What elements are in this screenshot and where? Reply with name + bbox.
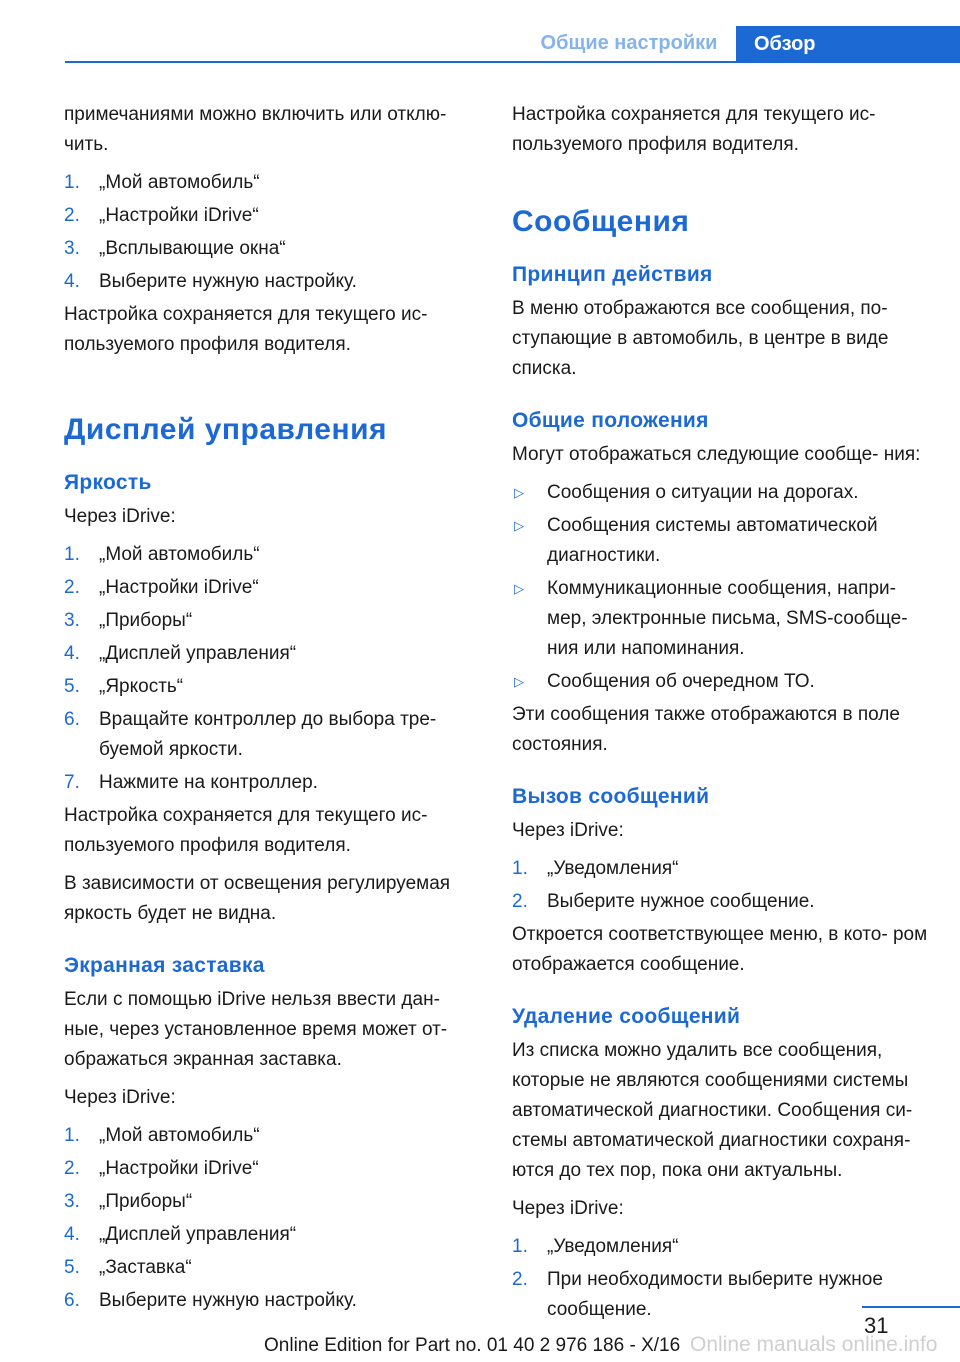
- step-number: 6.: [64, 1290, 80, 1311]
- step-number: 5.: [64, 676, 80, 697]
- step-number: 7.: [64, 772, 80, 793]
- list-item: 1. „Мой автомобиль“: [64, 540, 472, 570]
- step-number: 2.: [512, 1269, 528, 1290]
- list-item: 4. Выберите нужную настройку.: [64, 267, 472, 297]
- step-number: 1.: [64, 1125, 80, 1146]
- subheading-brightness: Яркость: [64, 471, 152, 494]
- header-section-title: Общие настройки: [540, 32, 718, 54]
- call-steps-list: [512, 854, 928, 917]
- header-tab-overview: Обзор: [736, 26, 960, 62]
- subheading-screensaver: Экранная заставка: [64, 954, 265, 977]
- right-column: [512, 100, 928, 1328]
- list-item: 1. „Мой автомобиль“: [64, 1121, 472, 1151]
- list-item: 6. Вращайте контроллер до выбора тре‐ буемой яркости.: [64, 705, 472, 765]
- list-item: ▷ Коммуникационные сообщения, напри‐ мер, электронные письма, SMS-сообще‐ ния или напоминания.: [512, 574, 928, 664]
- step-number: 1.: [64, 544, 80, 565]
- step-number: 4.: [64, 1224, 80, 1245]
- header-rule: [65, 61, 960, 63]
- list-item: 4. „Дисплей управления“: [64, 1220, 472, 1250]
- subheading-delete-messages: Удаление сообщений: [512, 1005, 741, 1028]
- section-heading-messages: Сообщения: [512, 205, 690, 238]
- left-column: [64, 100, 472, 1319]
- list-item: 3. „Всплывающие окна“: [64, 234, 472, 264]
- popup-steps-list: [64, 168, 472, 297]
- subheading-principle: Принцип действия: [512, 263, 713, 286]
- screensaver-steps-list: [64, 1121, 472, 1316]
- list-item: 4. „Дисплей управления“: [64, 639, 472, 669]
- step-number: 1.: [64, 172, 80, 193]
- triangle-right-icon: ▷: [514, 674, 524, 689]
- list-item: 5. „Яркость“: [64, 672, 472, 702]
- subheading-call-messages: Вызов сообщений: [512, 785, 710, 808]
- triangle-right-icon: ▷: [514, 485, 524, 500]
- brightness-steps-list: [64, 540, 472, 798]
- intro-text: примечаниями можно включить или отклю‐ чить.: [64, 104, 447, 155]
- list-item: 1. „Уведомления“: [512, 1232, 928, 1262]
- screensaver-text: Если с помощью iDrive нельзя ввести дан‐ ные, через установленное время может от‐ ображаться экранная заставка.: [64, 989, 448, 1070]
- status-field-text: Эти сообщения также отображаются в поле состояния.: [512, 704, 900, 755]
- profile-note: Настройка сохраняется для текущего ис‐ пользуемого профиля водителя.: [64, 304, 428, 355]
- list-item: 3. „Приборы“: [64, 1187, 472, 1217]
- list-item: 2. „Настройки iDrive“: [64, 1154, 472, 1184]
- list-item: 5. „Заставка“: [64, 1253, 472, 1283]
- general-text: Могут отображаться следующие сообще‐ ния:: [512, 444, 921, 465]
- edition-text: Online Edition for Part no. 01 40 2 976 186 - X/16: [264, 1335, 681, 1356]
- via-idrive-text: Через iDrive:: [64, 506, 176, 527]
- delete-text: Из списка можно удалить все сообщения, которые не являются сообщениями системы автоматической диагностики. Сообщения си‐ стемы автоматической диагностики сохраня‐ ются до тех пор, пока они актуальны.: [512, 1040, 913, 1181]
- via-idrive-text: Через iDrive:: [64, 1087, 176, 1108]
- list-item: 7. Нажмите на контроллер.: [64, 768, 472, 798]
- profile-note: Настройка сохраняется для текущего ис‐ пользуемого профиля водителя.: [512, 104, 876, 155]
- step-number: 3.: [64, 610, 80, 631]
- step-number: 4.: [64, 643, 80, 664]
- step-number: 3.: [64, 238, 80, 259]
- step-number: 6.: [64, 709, 80, 730]
- list-item: 2. „Настройки iDrive“: [64, 573, 472, 603]
- message-types-list: [512, 478, 928, 697]
- subheading-general: Общие положения: [512, 409, 709, 432]
- step-number: 1.: [512, 858, 528, 879]
- delete-steps-list: [512, 1232, 928, 1325]
- list-item: ▷ Сообщения о ситуации на дорогах.: [512, 478, 928, 508]
- section-heading-control-display: Дисплей управления: [64, 413, 388, 446]
- via-idrive-text: Через iDrive:: [512, 1198, 624, 1219]
- call-result-text: Откроется соответствующее меню, в кото‐ ром отображается сообщение.: [512, 924, 928, 975]
- profile-note: Настройка сохраняется для текущего ис‐ пользуемого профиля водителя.: [64, 805, 428, 856]
- via-idrive-text: Через iDrive:: [512, 820, 624, 841]
- list-item: 1. „Мой автомобиль“: [64, 168, 472, 198]
- step-number: 2.: [64, 205, 80, 226]
- watermark: Online manuals online.info: [690, 1333, 938, 1356]
- list-item: 2. При необходимости выберите нужное сообщение.: [512, 1265, 928, 1325]
- triangle-right-icon: ▷: [514, 581, 524, 596]
- list-item: ▷ Сообщения системы автоматической диагностики.: [512, 511, 928, 571]
- step-number: 1.: [512, 1236, 528, 1257]
- list-item: 3. „Приборы“: [64, 606, 472, 636]
- list-item: 2. „Настройки iDrive“: [64, 201, 472, 231]
- list-item: 6. Выберите нужную настройку.: [64, 1286, 472, 1316]
- triangle-right-icon: ▷: [514, 518, 524, 533]
- step-number: 4.: [64, 271, 80, 292]
- list-item: 1. „Уведомления“: [512, 854, 928, 884]
- list-item: 2. Выберите нужное сообщение.: [512, 887, 928, 917]
- principle-text: В меню отображаются все сообщения, по‐ ступающие в автомобиль, в центре в виде списка.: [512, 298, 889, 379]
- footer-rule: [862, 1306, 960, 1308]
- list-item: ▷ Сообщения об очередном ТО.: [512, 667, 928, 697]
- step-number: 2.: [64, 577, 80, 598]
- step-number: 2.: [64, 1158, 80, 1179]
- step-number: 3.: [64, 1191, 80, 1212]
- step-number: 5.: [64, 1257, 80, 1278]
- page-number: 31: [864, 1313, 889, 1338]
- brightness-note: В зависимости от освещения регулируемая яркость будет не видна.: [64, 873, 451, 924]
- step-number: 2.: [512, 891, 528, 912]
